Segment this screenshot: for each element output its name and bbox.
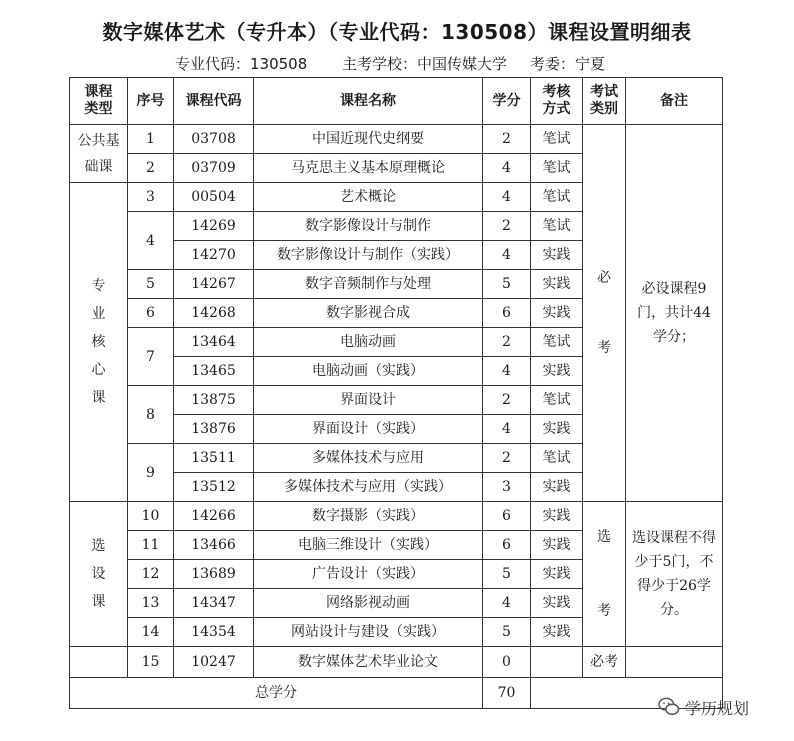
total-label: 总学分: [70, 678, 483, 709]
cell-name: 多媒体技术与应用: [254, 444, 483, 473]
cell-assess: 实践: [531, 299, 583, 328]
cell-name: 艺术概论: [254, 183, 483, 212]
type-core: 专业核心课: [70, 183, 128, 502]
cell-name: 数字媒体艺术毕业论文: [254, 647, 483, 678]
cell-credit: 3: [483, 473, 531, 502]
cell-seq: 9: [128, 444, 174, 502]
cell-name: 数字影视合成: [254, 299, 483, 328]
header-code: 课程代码: [174, 78, 254, 125]
header-type: 课程类型: [70, 78, 128, 125]
cell-code: 03709: [174, 154, 254, 183]
table-header-row: [70, 78, 723, 125]
cell-seq: 13: [128, 589, 174, 618]
cell-name: 数字影像设计与制作: [254, 212, 483, 241]
cell-name: 界面设计: [254, 386, 483, 415]
cell-credit: 4: [483, 357, 531, 386]
cell-credit: 6: [483, 299, 531, 328]
cell-credit: 4: [483, 241, 531, 270]
cell-credit: 6: [483, 531, 531, 560]
cell-assess: 实践: [531, 531, 583, 560]
remark-required: 必设课程9门，共计44学分；: [626, 125, 723, 502]
cell-credit: 5: [483, 270, 531, 299]
cell-code: 13689: [174, 560, 254, 589]
exam-required: 必 考: [583, 125, 626, 502]
cell-seq: 2: [128, 154, 174, 183]
remark-empty: [626, 647, 723, 678]
cell-name: 多媒体技术与应用（实践）: [254, 473, 483, 502]
cell-name: 电脑动画: [254, 328, 483, 357]
cell-seq: 7: [128, 328, 174, 386]
header-seq: 序号: [128, 78, 174, 125]
cell-name: 网站设计与建设（实践）: [254, 618, 483, 647]
cell-seq: 6: [128, 299, 174, 328]
cell-credit: 2: [483, 444, 531, 473]
cell-credit: 4: [483, 183, 531, 212]
cell-code: 14268: [174, 299, 254, 328]
cell-code: 13875: [174, 386, 254, 415]
cell-name: 马克思主义基本原理概论: [254, 154, 483, 183]
cell-code: 14270: [174, 241, 254, 270]
cell-code: 14354: [174, 618, 254, 647]
cell-credit: 2: [483, 328, 531, 357]
cell-assess: 笔试: [531, 444, 583, 473]
cell-assess: 实践: [531, 589, 583, 618]
header-exam: 考试类别: [583, 78, 626, 125]
course-table: [69, 77, 723, 709]
cell-assess: 笔试: [531, 154, 583, 183]
cell-seq: 5: [128, 270, 174, 299]
header-assess: 考核方式: [531, 78, 583, 125]
cell-seq: 15: [128, 647, 174, 678]
cell-credit: 5: [483, 618, 531, 647]
cell-credit: 2: [483, 125, 531, 154]
total-row: [70, 678, 723, 709]
committee-label: 考委：宁夏: [530, 55, 606, 73]
cell-code: 14267: [174, 270, 254, 299]
cell-seq: 8: [128, 386, 174, 444]
cell-assess: 实践: [531, 241, 583, 270]
cell-code: 00504: [174, 183, 254, 212]
cell-code: 13511: [174, 444, 254, 473]
school-label: 主考学校：中国传媒大学: [342, 55, 508, 73]
cell-assess: 笔试: [531, 328, 583, 357]
wechat-icon: [658, 697, 680, 717]
exam-thesis: 必考: [583, 647, 626, 678]
cell-credit: 0: [483, 647, 531, 678]
cell-code: 13512: [174, 473, 254, 502]
cell-name: 数字影像设计与制作（实践）: [254, 241, 483, 270]
type-elective: 选设课: [70, 502, 128, 647]
cell-assess: 实践: [531, 502, 583, 531]
cell-seq: 1: [128, 125, 174, 154]
cell-assess: 实践: [531, 560, 583, 589]
total-value: 70: [483, 678, 531, 709]
cell-assess: 笔试: [531, 183, 583, 212]
cell-code: 10247: [174, 647, 254, 678]
table-row: [70, 647, 723, 678]
table-row: [70, 125, 723, 154]
cell-code: 14347: [174, 589, 254, 618]
cell-name: 界面设计（实践）: [254, 415, 483, 444]
cell-code: 14266: [174, 502, 254, 531]
cell-assess: 实践: [531, 357, 583, 386]
cell-assess: [531, 647, 583, 678]
cell-assess: 实践: [531, 415, 583, 444]
cell-code: 13465: [174, 357, 254, 386]
cell-name: 中国近现代史纲要: [254, 125, 483, 154]
cell-code: 13464: [174, 328, 254, 357]
cell-assess: 实践: [531, 618, 583, 647]
cell-code: 13876: [174, 415, 254, 444]
cell-assess: 笔试: [531, 125, 583, 154]
cell-assess: 笔试: [531, 386, 583, 415]
cell-name: 数字音频制作与处理: [254, 270, 483, 299]
header-remark: 备注: [626, 78, 723, 125]
header-credit: 学分: [483, 78, 531, 125]
type-public: 公共基础课: [70, 125, 128, 183]
cell-credit: 5: [483, 560, 531, 589]
cell-name: 数字摄影（实践）: [254, 502, 483, 531]
page-title: 数字媒体艺术（专升本）（专业代码：130508）课程设置明细表: [102, 20, 692, 44]
type-empty: [70, 647, 128, 678]
cell-credit: 4: [483, 415, 531, 444]
watermark-text: 学历规划: [685, 698, 750, 718]
major-code-label: 专业代码：130508: [175, 55, 308, 73]
cell-seq: 12: [128, 560, 174, 589]
cell-code: 03708: [174, 125, 254, 154]
header-name: 课程名称: [254, 78, 483, 125]
cell-seq: 4: [128, 212, 174, 270]
cell-seq: 14: [128, 618, 174, 647]
cell-assess: 实践: [531, 270, 583, 299]
cell-name: 网络影视动画: [254, 589, 483, 618]
cell-credit: 6: [483, 502, 531, 531]
cell-seq: 10: [128, 502, 174, 531]
cell-assess: 笔试: [531, 212, 583, 241]
remark-elective: 选设课程不得少于5门，不得少于26学分。: [626, 502, 723, 647]
cell-code: 14269: [174, 212, 254, 241]
cell-name: 电脑三维设计（实践）: [254, 531, 483, 560]
cell-seq: 3: [128, 183, 174, 212]
cell-assess: 实践: [531, 473, 583, 502]
exam-elective: 选 考: [583, 502, 626, 647]
cell-credit: 4: [483, 154, 531, 183]
cell-name: 电脑动画（实践）: [254, 357, 483, 386]
cell-seq: 11: [128, 531, 174, 560]
cell-code: 13466: [174, 531, 254, 560]
cell-name: 广告设计（实践）: [254, 560, 483, 589]
cell-credit: 4: [483, 589, 531, 618]
cell-credit: 2: [483, 386, 531, 415]
cell-credit: 2: [483, 212, 531, 241]
watermark: [658, 694, 749, 720]
table-row: [70, 502, 723, 531]
